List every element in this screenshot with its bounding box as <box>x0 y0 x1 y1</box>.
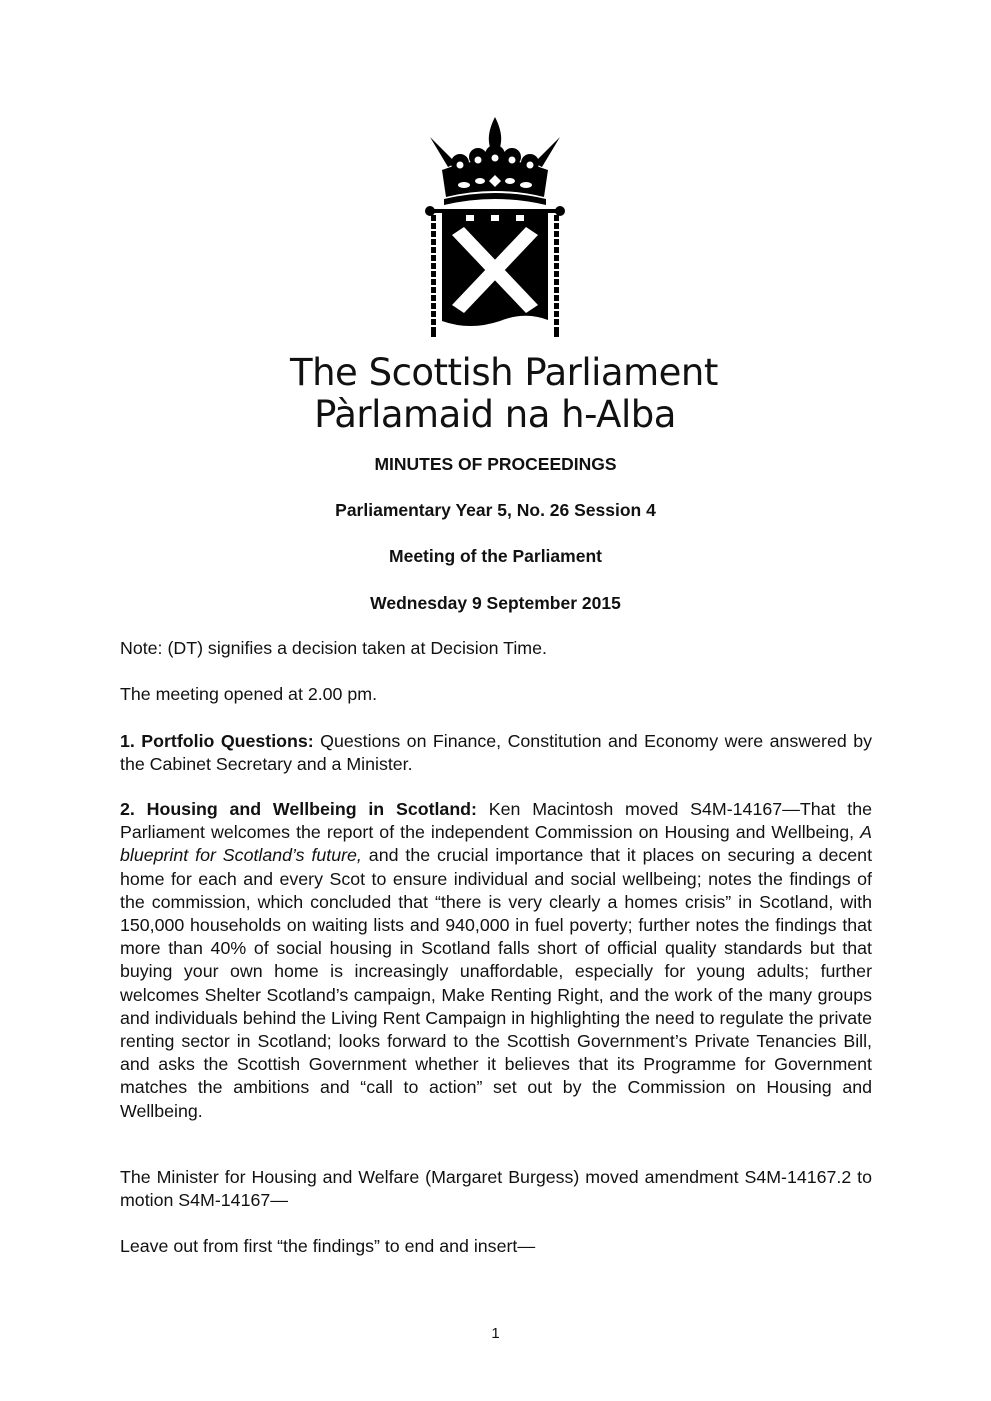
document-title: MINUTES OF PROCEEDINGS <box>374 454 617 474</box>
meeting-opened: The meeting opened at 2.00 pm. <box>120 684 378 704</box>
leave-out-instruction: Leave out from first “the findings” to end and insert— <box>120 1236 536 1256</box>
item-heading: 1. Portfolio Questions: <box>120 731 314 751</box>
meeting-title: Meeting of the Parliament <box>389 546 602 566</box>
report-title: A blueprint for Scotland’s future, <box>120 822 872 866</box>
item-heading: 2. Housing and Wellbeing in Scotland: <box>120 799 477 819</box>
item-housing-wellbeing <box>120 798 872 1123</box>
wordmark-english: The Scottish Parliament <box>290 351 718 394</box>
motion-text: Ken Macintosh moved S4M-14167—That the Parliament welcomes the report of the independent Commission on Housing and Wellbeing, <box>120 799 872 843</box>
year-session: Parliamentary Year 5, No. 26 Session 4 <box>335 500 656 520</box>
item-portfolio-questions <box>120 730 872 776</box>
scottish-parliament-emblem-icon <box>420 115 570 345</box>
decision-time-note: Note: (DT) signifies a decision taken at Decision Time. <box>120 638 547 658</box>
wordmark-gaelic: Pàrlamaid na h-Alba <box>314 393 676 436</box>
parliament-wordmark <box>290 351 718 436</box>
meeting-date: Wednesday 9 September 2015 <box>370 593 621 613</box>
item-text: Questions on Finance, Constitution and Economy were answered by the Cabinet Secretary and a Minister. <box>120 731 872 775</box>
page-number: 1 <box>491 1325 500 1342</box>
motion-text-continued: and the crucial importance that it places on securing a decent home for each and every Scot to ensure individual and social wellbeing; notes the findings of the commission, which concluded that “there is very clearly a homes crisis” in Scotland, with 150,000 households on waiting lists and 940,000 in fuel poverty; further notes the findings that more than 40% of social housing in Scotland falls short of official quality standards but that buying your own home is increasingly unaffordable, especially for young adults; further welcomes Shelter Scotland’s campaign, Make Renting Right, and the work of the many groups and individuals behind the Living Rent Campaign in highlighting the need to regulate the private renting sector in Scotland; looks forward to the Scottish Government’s Private Tenancies Bill, and asks the Scottish Government whether it believes that its Programme for Government matches the ambitions and “call to action” set out by the Commission on Housing and Wellbeing. <box>120 845 873 1121</box>
amendment-moved: The Minister for Housing and Welfare (Margaret Burgess) moved amendment S4M-14167.2 to motion S4M-14167— <box>120 1167 872 1211</box>
